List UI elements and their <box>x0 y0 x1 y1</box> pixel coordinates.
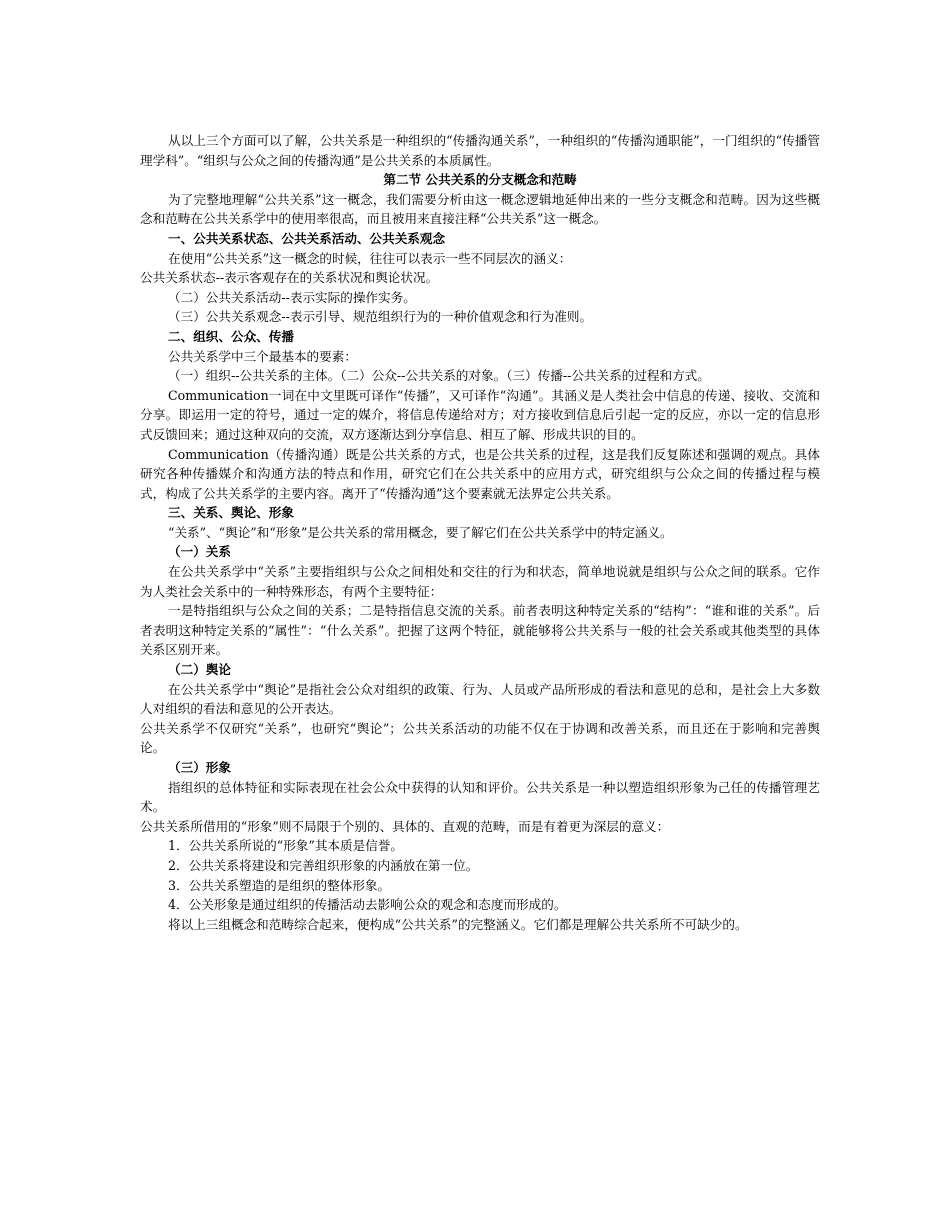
heading-2-paragraph-4: Communication（传播沟通）既是公共关系的方式，也是公共关系的过程，这是我们反复陈述和强调的观点。具体研究各种传播媒介和沟通方法的特点和作用，研究它们在公共关系中的应用方式，研究组织与公众之间的传播过程与模式，构成了公共关系学的主要内容。离开了“传播沟通”这个要素就无法界定公共关系。 <box>140 446 820 501</box>
heading-3-paragraph-1: “关系”、“舆论”和“形象”是公共关系的常用概念，要了解它们在公共关系学中的特定涵义。 <box>168 524 673 540</box>
list-item: 2．公共关系将建设和完善组织形象的内涵放在第一位。 <box>168 857 479 873</box>
image-paragraph-2: 公共关系所借用的“形象”则不局限于个别的、具体的、直观的范畴，而是有着更为深层的意义： <box>140 818 670 834</box>
heading-1-paragraph-4: （三）公共关系观念--表示引导、规范组织行为的一种价值观念和行为准则。 <box>168 309 593 325</box>
heading-2-paragraph-3: Communication一词在中文里既可译作“传播”，又可译作“沟通”。其涵义是人类社会中信息的传递、接收、交流和分享。即运用一定的符号，通过一定的媒介，将信息传递给对方；对方接收到信息后引起一定的反应，亦以一定的信息形式反馈回来；通过这种双向的交流，双方逐渐达到分享信息、相互了解、形成共识的目的。 <box>140 387 820 442</box>
subheading-relationship: （一）关系 <box>168 544 231 560</box>
heading-2: 二、组织、公众、传播 <box>168 328 294 344</box>
list-item: 3．公共关系塑造的是组织的整体形象。 <box>168 877 391 893</box>
closing-paragraph: 将以上三组概念和范畴综合起来，便构成“公共关系”的完整涵义。它们都是理解公共关系所不可缺少的。 <box>168 916 748 932</box>
subheading-public-opinion: （二）舆论 <box>168 662 231 678</box>
heading-1-paragraph-3: （二）公共关系活动--表示实际的操作实务。 <box>168 289 416 305</box>
section-intro-paragraph: 为了完整地理解“公共关系”这一概念，我们需要分析由这一概念逻辑地延伸出来的一些分支概念和范畴。因为这些概念和范畴在公共关系学中的使用率很高，而且被用来直接注释“公共关系”这一概念。 <box>140 191 820 227</box>
image-paragraph-1: 指组织的总体特征和实际表现在社会公众中获得的认知和评价。公共关系是一种以塑造组织形象为己任的传播管理艺术。 <box>140 779 820 815</box>
subheading-image: （三）形象 <box>168 760 231 775</box>
document-page <box>140 131 820 934</box>
public-opinion-paragraph-2: 公共关系学不仅研究“关系”，也研究“舆论”；公共关系活动的功能不仅在于协调和改善关系，而且还在于影响和完善舆论。 <box>140 720 820 756</box>
intro-paragraph: 从以上三个方面可以了解，公共关系是一种组织的“传播沟通关系”，一种组织的“传播沟通职能”，一门组织的“传播管理学科”。“组织与公众之间的传播沟通”是公共关系的本质属性。 <box>140 133 820 168</box>
section-title: 第二节 公共关系的分支概念和范畴 <box>383 172 577 188</box>
public-opinion-paragraph-1: 在公共关系学中“舆论”是指社会公众对组织的政策、行为、人员或产品所形成的看法和意见的总和，是社会上大多数人对组织的看法和意见的公开表达。 <box>140 681 820 717</box>
relationship-paragraph-2: 一是特指组织与公众之间的关系；二是特指信息交流的关系。前者表明这种特定关系的“结构”：“谁和谁的关系”。后者表明这种特定关系的“属性”：“什么关系”。把握了这两个特征，就能够将公共关系与一般的社会关系或其他类型的具体关系区别开来。 <box>140 603 820 658</box>
heading-3: 三、关系、舆论、形象 <box>168 505 294 521</box>
heading-1: 一、公共关系状态、公共关系活动、公共关系观念 <box>168 230 446 246</box>
heading-2-paragraph-2: （一）组织--公共关系的主体。（二）公众--公共关系的对象。（三）传播--公共关系的过程和方式。 <box>168 368 710 384</box>
list-item: 4．公关形象是通过组织的传播活动去影响公众的观念和态度而形成的。 <box>168 897 567 913</box>
list-item: 1．公共关系所说的“形象”其本质是信誉。 <box>168 838 403 854</box>
relationship-paragraph-1: 在公共关系学中“关系”主要指组织与公众之间相处和交往的行为和状态，简单地说就是组织与公众之间的联系。它作为人类社会关系中的一种特殊形态，有两个主要特征： <box>140 564 820 599</box>
heading-1-paragraph-1: 在使用“公共关系”这一概念的时候，往往可以表示一些不同层次的涵义： <box>168 250 572 266</box>
heading-1-paragraph-2: 公共关系状态--表示客观存在的关系状况和舆论状况。 <box>140 270 439 286</box>
heading-2-paragraph-1: 公共关系学中三个最基本的要素： <box>168 348 357 364</box>
